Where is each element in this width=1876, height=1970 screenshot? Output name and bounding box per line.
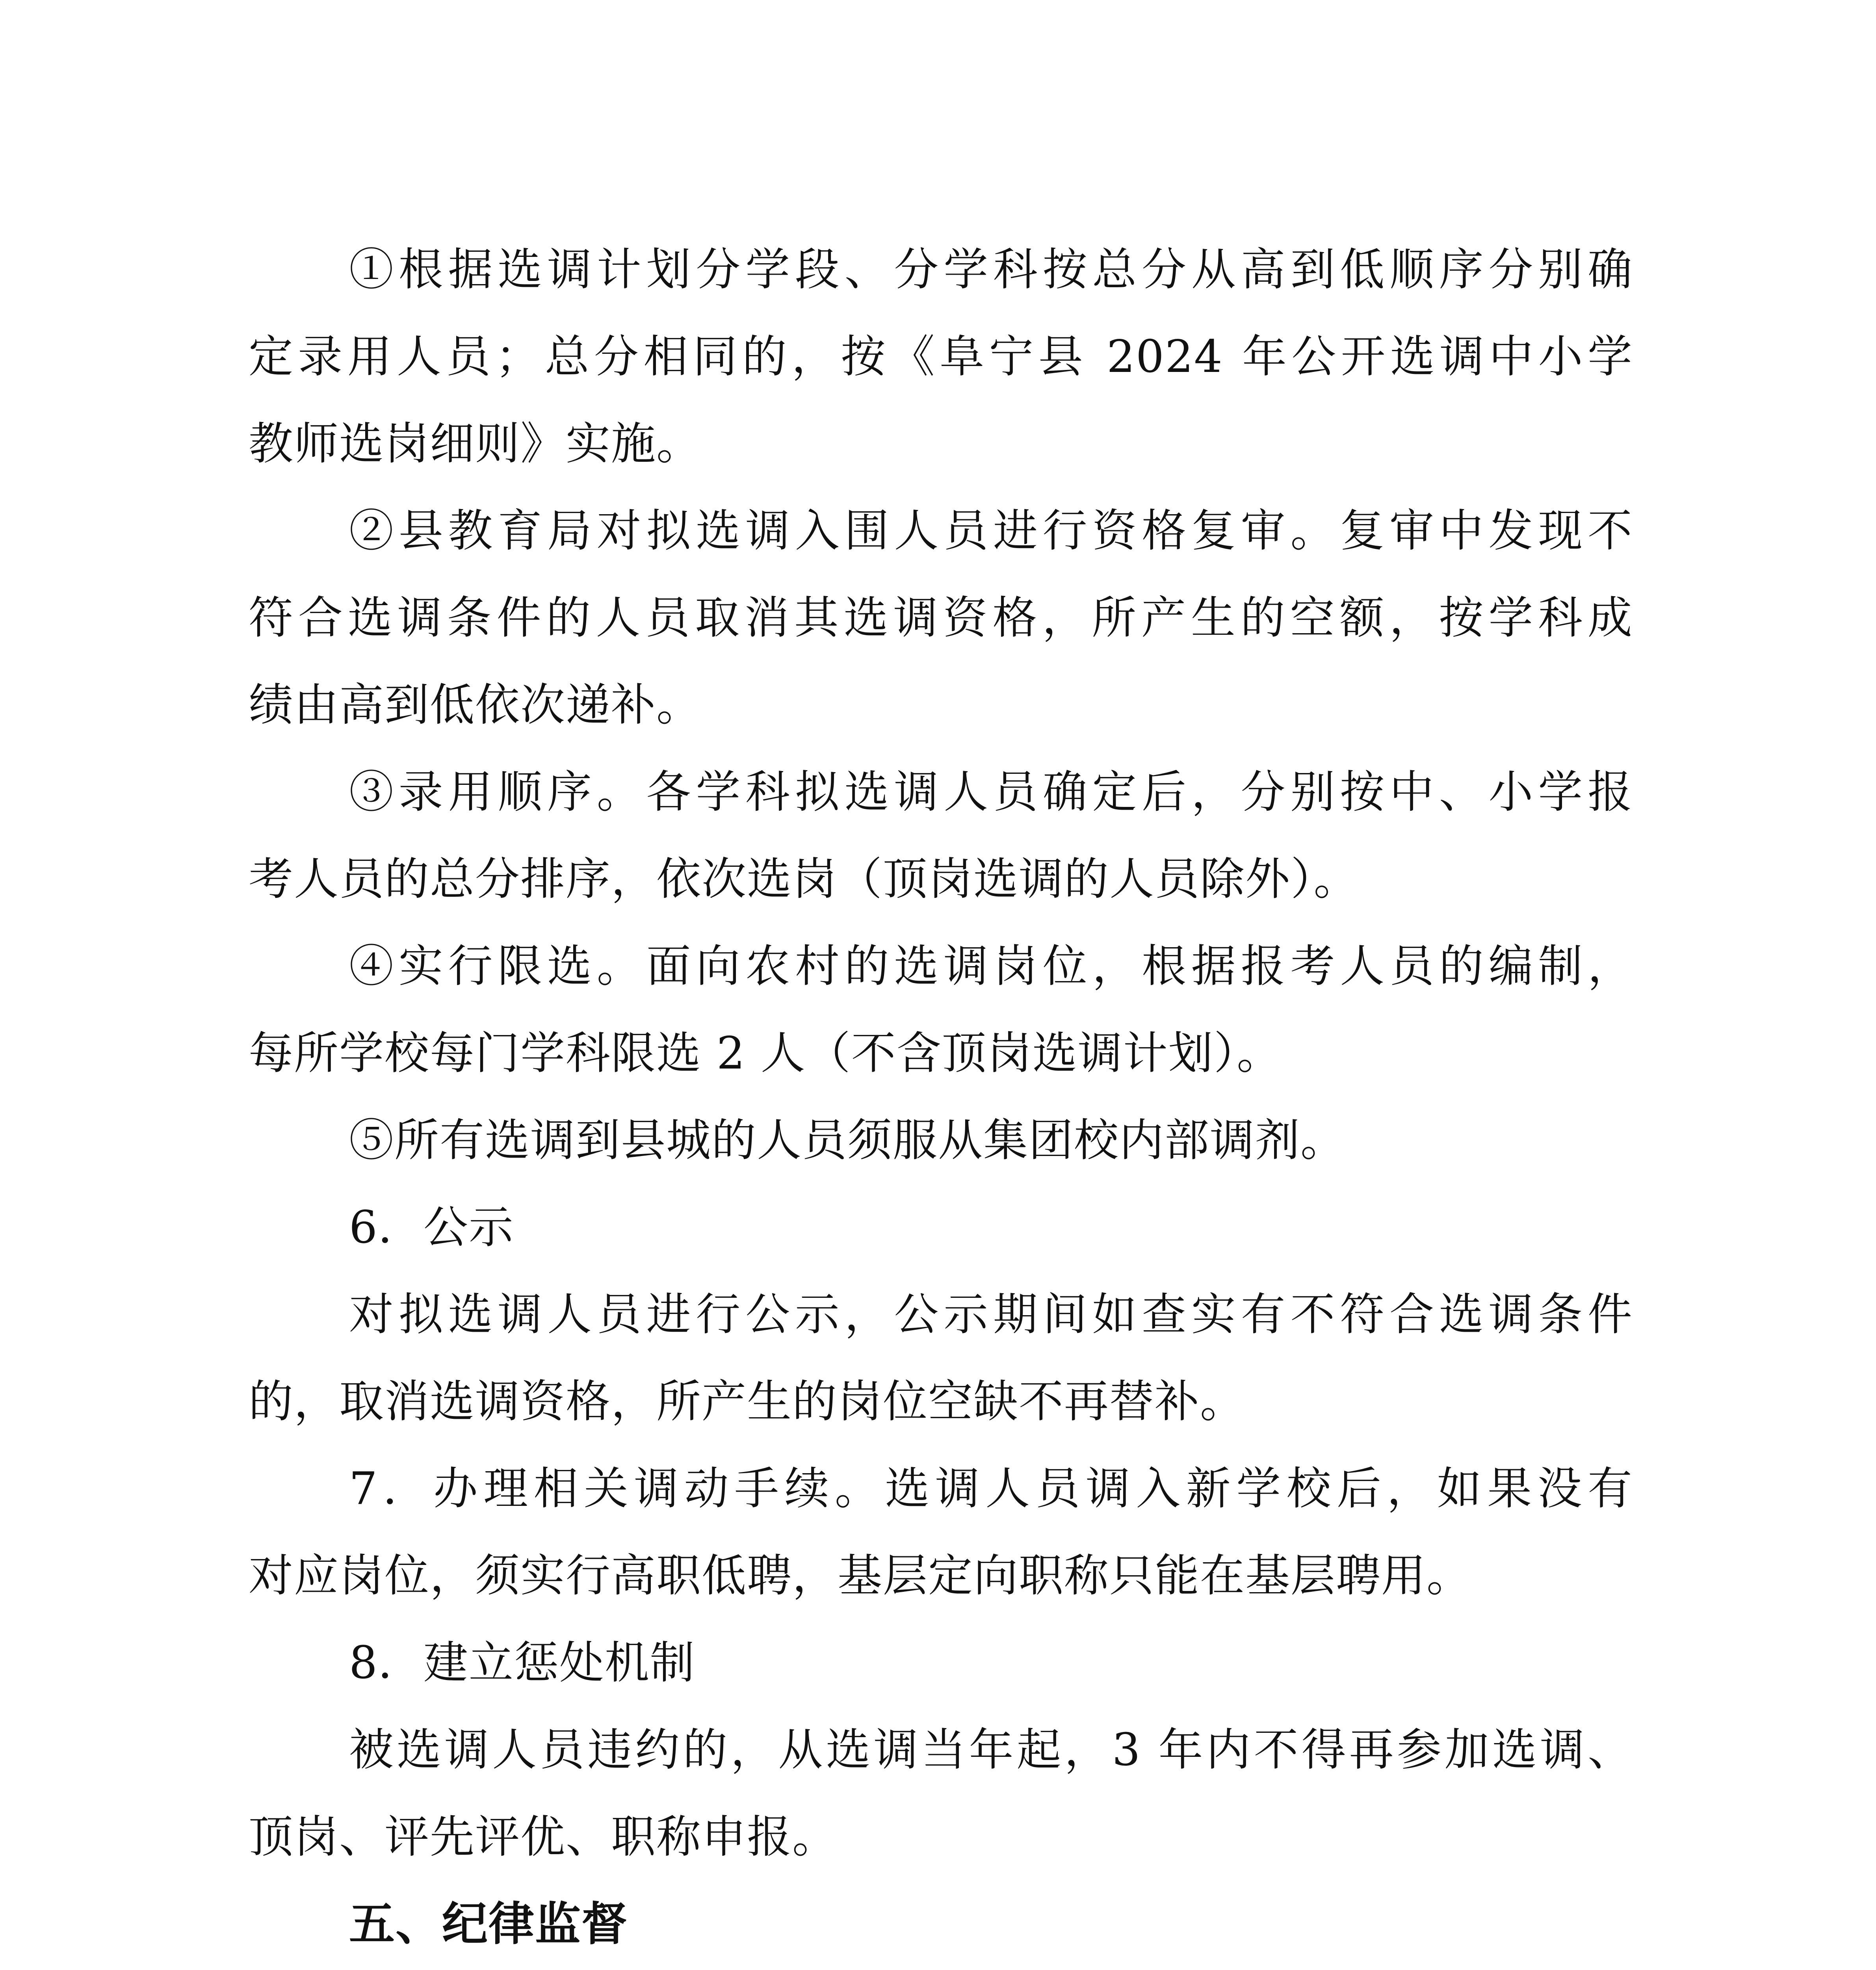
text-line: 6．公示 [349,1201,514,1253]
text-line [249,1968,1633,1970]
text-line: ①根据选调计划分学段、分学科按总分从高到低顺序分别确 [349,243,1633,296]
text-line: 7．办理相关调动手续。选调人员调入新学校后，如果没有 [349,1463,1633,1515]
text-line: 顶岗、评先评优、职称申报。 [249,1811,838,1863]
text-line: 的，取消选调资格，所产生的岗位空缺不再替补。 [249,1375,1245,1427]
text-line: 考人员的总分排序，依次选岗（顶岗选调的人员除外）。 [249,853,1359,905]
paragraph-penalty [249,1706,1633,1881]
text-line: ③录用顺序。各学科拟选调人员确定后，分别按中、小学报 [349,766,1633,818]
text-line: ②县教育局对拟选调入围人员进行资格复审。复审中发现不 [349,505,1633,557]
text-line: 每所学校每门学科限选 2 人（不含顶岗选调计划）。 [249,1027,1282,1079]
text-line: 8．建立惩处机制 [349,1637,695,1689]
text-line: 符合选调条件的人员取消其选调资格，所产生的空额，按学科成 [249,592,1633,644]
paragraph-transfer-procedures [249,1445,1633,1619]
text-line: ⑤所有选调到县城的人员须服从集团校内部调剂。 [349,1114,1346,1166]
subheading-publicity [249,1184,1633,1271]
section-title: 五、纪律监督 [349,1898,628,1951]
text-line: 对拟选调人员进行公示，公示期间如查实有不符合选调条件 [349,1288,1633,1340]
paragraph-item-2 [249,487,1633,749]
paragraph-item-1 [249,226,1633,487]
text-line: 被选调人员违约的，从选调当年起，3 年内不得再参加选调、 [349,1724,1633,1776]
paragraph-supervision [249,1968,1633,1970]
text-line: 定录用人员；总分相同的，按《阜宁县 2024 年公开选调中小学 [249,331,1633,383]
text-line: 绩由高到低依次递补。 [249,679,702,731]
text-line: 对应岗位，须实行高职低聘，基层定向职称只能在基层聘用。 [249,1550,1472,1602]
paragraph-publicity [249,1271,1633,1445]
document-body [249,226,1633,1970]
section-heading-discipline [249,1881,1633,1968]
subheading-penalty [249,1619,1633,1706]
paragraph-item-3 [249,749,1633,923]
paragraph-item-4 [249,923,1633,1097]
paragraph-item-5 [249,1097,1633,1184]
text-line: ④实行限选。面向农村的选调岗位，根据报考人员的编制， [349,940,1633,992]
text-line: 教师选岗细则》实施。 [249,418,702,470]
